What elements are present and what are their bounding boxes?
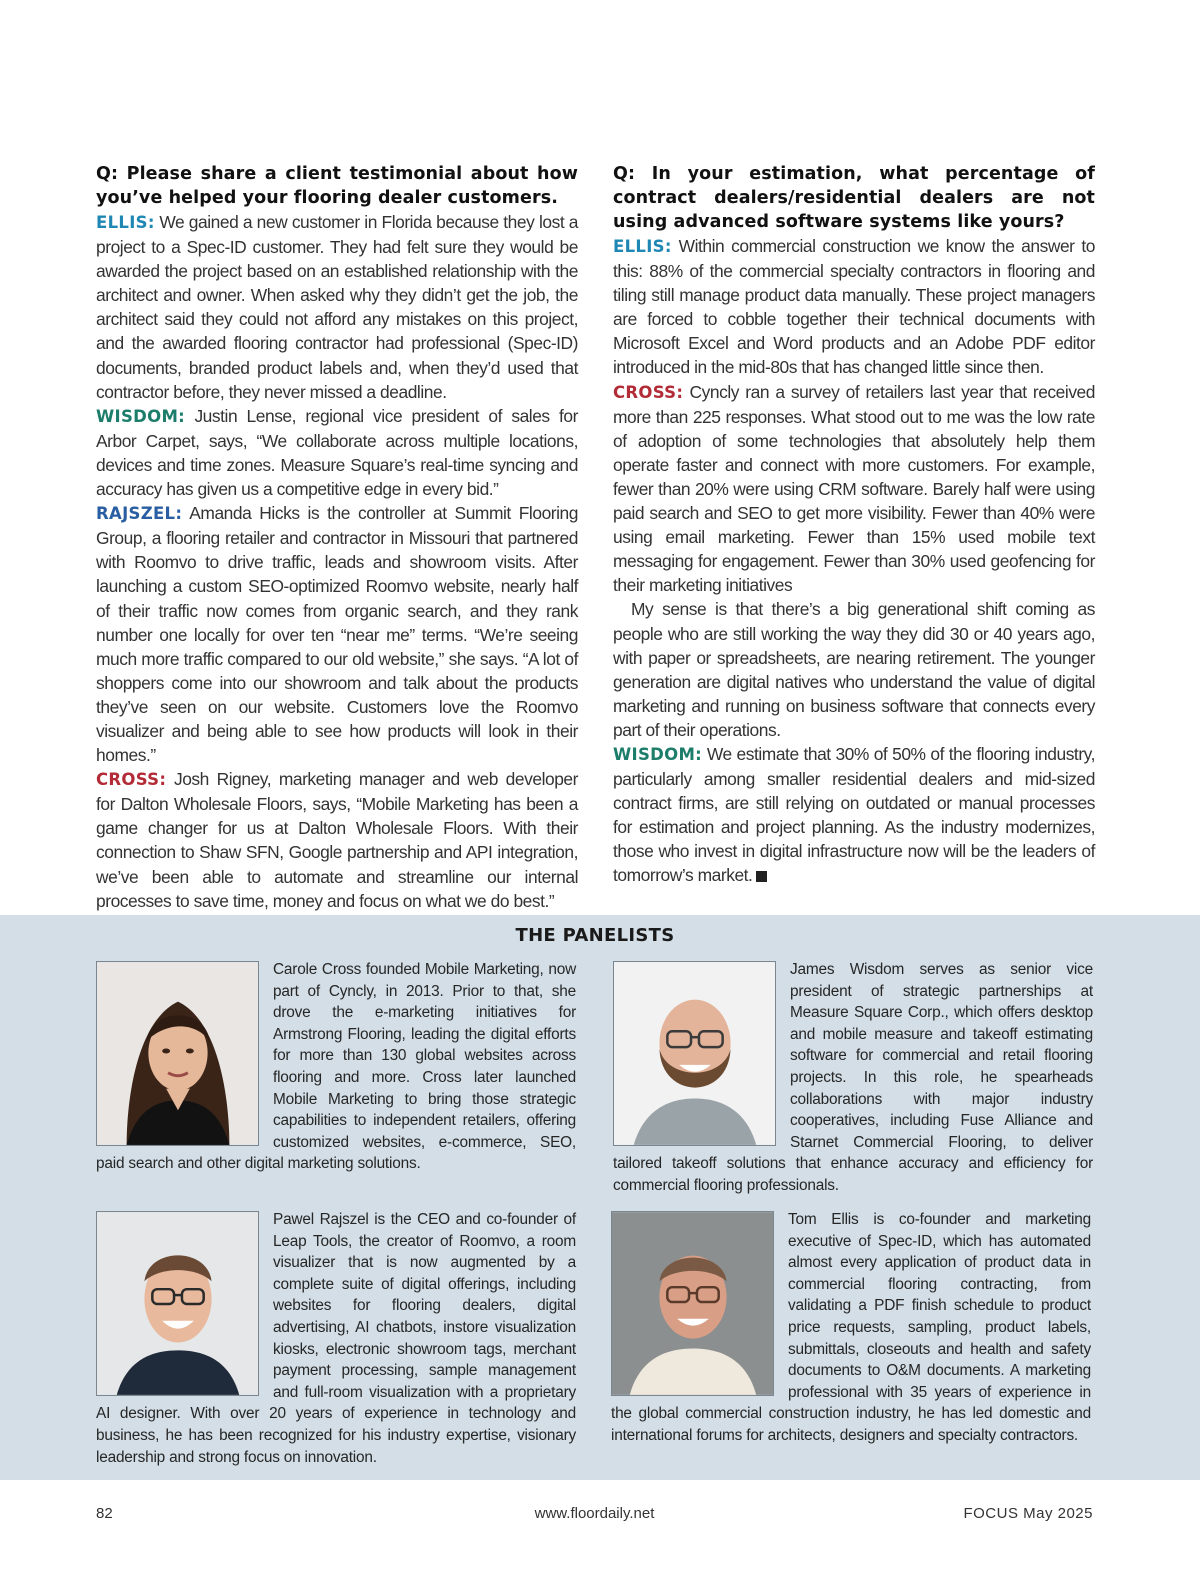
- portrait-ellis-photo: [611, 1211, 774, 1396]
- man-older-portrait-icon: [612, 1212, 773, 1395]
- panelists-title: THE PANELISTS: [515, 925, 675, 946]
- portrait-cross-photo: [96, 961, 259, 1146]
- page-footer: [96, 1505, 1093, 1525]
- man-glasses-portrait-icon: [97, 1212, 258, 1395]
- question-percentage: Q: In your estimation, what percentage of contract dealers/residential dealers are not using advanced software systems like yours?: [613, 164, 1095, 232]
- right-column: [613, 162, 1095, 888]
- speaker-label: ELLIS:: [613, 237, 672, 256]
- answer-cross-testimonial: CROSS: Josh Rigney, marketing manager and web developer for Dalton Wholesale Floors, says, “Mobile Marketing has been a game changer for us at Dalton Wholesale Floors. With their connection to Shaw SFN, Google partnership and API integration, we’ve been able to automate and streamline our internal processes to save time, money and focus on what we do best.”: [96, 769, 578, 911]
- speaker-label: WISDOM:: [96, 406, 186, 426]
- bio-cross-text: Carole Cross founded Mobile Marketing, now part of Cyncly, in 2013. Prior to that, she drove the e-marketing initiatives for Armstrong Flooring, leading the digital efforts for more than 130 global websites across flooring and more. Cross later launched Mobile Marketing to bring those strategic capabilities to independent retailers, offering customized websites, e-commerce, SEO, paid search and other digital marketing solutions.: [96, 961, 576, 1173]
- speaker-label: ELLIS:: [96, 213, 155, 232]
- bio-ellis-text: Tom Ellis is co-founder and marketing executive of Spec-ID, which has automated almost every application of product data in commercial flooring contracting, from validating a PDF finish schedule to product price requests, sampling, product labels, submittals, closeouts and health and safety documents to O&M documents. A marketing professional with 35 years of experience in the global commercial construction industry, he has led domestic and international forums for architects, designers and specialty contractors.: [611, 1211, 1091, 1444]
- speaker-label: CROSS:: [613, 382, 684, 402]
- speaker-label: RAJSZEL:: [96, 504, 183, 524]
- answer-cross-percentage: CROSS: Cyncly ran a survey of retailers last year that received more than 225 responses. What stood out to me was the low rate of adoption of some technologies that absolutely help them operate faster and connect with more customers. For example, fewer than 20% were using CRM software. Barely half were using paid search and SEO to get more visibility. Fewer than 40% were using email marketing. Fewer than 15% used mobile text messaging for engagement. Fewer than 30% used geofencing for their marketing initiatives: [613, 381, 1096, 596]
- footer-url: www.floordaily.net: [534, 1505, 655, 1522]
- question-testimonial: Q: Please share a client testimonial about how you’ve helped your flooring dealer customers.: [96, 164, 578, 208]
- bio-ellis: [611, 1209, 1091, 1447]
- answer-wisdom-testimonial: WISDOM: Justin Lense, regional vice president of sales for Arbor Carpet, says, “We collaborate across multiple locations, devices and time zones. Measure Square’s real-time syncing and accuracy has given us a competitive edge in every bid.”: [96, 405, 578, 500]
- bio-wisdom: [613, 959, 1093, 1197]
- panelists-box: [0, 915, 1200, 1480]
- bio-wisdom-text: James Wisdom serves as senior vice president of strategic partnerships at Measure Square Corp., which offers desktop and mobile measure and takeoff estimating software for commercial and retail flooring projects. In this role, he spearheads collaborations with major industry cooperatives, including Fuse Alliance and Starnet Commercial Flooring, to deliver tailored takeoff solutions that enhance accuracy and efficiency for commercial flooring professionals.: [613, 961, 1093, 1194]
- end-mark-icon: [756, 871, 767, 882]
- man-bearded-portrait-icon: [614, 962, 775, 1145]
- bio-cross: [96, 959, 576, 1175]
- answer-rajszel-testimonial: RAJSZEL: Amanda Hicks is the controller at Summit Flooring Group, a flooring retailer and contractor in Missouri that partnered with Roomvo to drive traffic, leads and showroom visits. After launching a custom SEO-optimized Roomvo website, nearly half of their traffic now comes from organic search, and they rank number one locally for over ten “near me” terms. “We’re seeing much more traffic compared to our old website,” she says. “A lot of shoppers come into our showroom and talk about the products they’ve seen on our website. Customers love the Roomvo visualizer and being able to see how products will look in their homes.”: [96, 503, 578, 766]
- speaker-label: CROSS:: [96, 770, 167, 790]
- woman-portrait-icon: [97, 962, 258, 1145]
- portrait-rajszel-photo: [96, 1211, 259, 1396]
- answer-cross-continued: My sense is that there’s a big generational shift coming as people who are still working the way they did 30 or 40 years ago, with paper or spreadsheets, are nearing retirement. The younger generation are digital natives who understand the value of digital marketing and running on business software that connects every part of their operations.: [613, 599, 1095, 740]
- bio-rajszel-text: Pawel Rajszel is the CEO and co-founder of Leap Tools, the creator of Roomvo, a room visualizer that is now augmented by a complete suite of digital offerings, including websites for flooring dealers, digital advertising, AI chatbots, instore visualization kiosks, electronic showroom tags, merchant payment processing, sample management and full-room visualization with a proprietary AI designer. With over 20 years of experience in technology and business, he has been recognized for his industry expertise, visionary leadership and strong focus on innovation.: [96, 1211, 576, 1466]
- bio-rajszel: [96, 1209, 576, 1468]
- speaker-label: WISDOM:: [613, 744, 703, 764]
- page-number: 82: [96, 1505, 113, 1522]
- portrait-wisdom-photo: [613, 961, 776, 1146]
- answer-wisdom-percentage: WISDOM: We estimate that 30% of 50% of the flooring industry, particularly among smaller residential dealers and mid-sized contract firms, are still relying on outdated or manual processes for estimation and project planning. As the industry modernizes, those who invest in digital infrastructure now will be the leaders of tomorrow’s market.: [613, 743, 1095, 886]
- answer-ellis-percentage: ELLIS: Within commercial construction we know the answer to this: 88% of the commercial specialty contractors in flooring and tiling still manage product data manually. These project managers are forced to cobble together their technical documents with Microsoft Excel and Word products and an Adobe PDF editor introduced in the mid-80s that has changed little since then.: [613, 236, 1095, 378]
- left-column: [96, 162, 578, 913]
- magazine-issue: FOCUS May 2025: [963, 1505, 1093, 1522]
- answer-ellis-testimonial: ELLIS: We gained a new customer in Florida because they lost a project to a Spec-ID customer. They had felt sure they would be awarded the project based on an established relationship with the architect and owner. When asked why they didn’t get the job, the architect said they could not afford any mistakes on this project, and the awarded flooring contractor had professional (Spec-ID) documents, branded product labels and, when they’d used that contractor before, they never missed a deadline.: [96, 212, 579, 402]
